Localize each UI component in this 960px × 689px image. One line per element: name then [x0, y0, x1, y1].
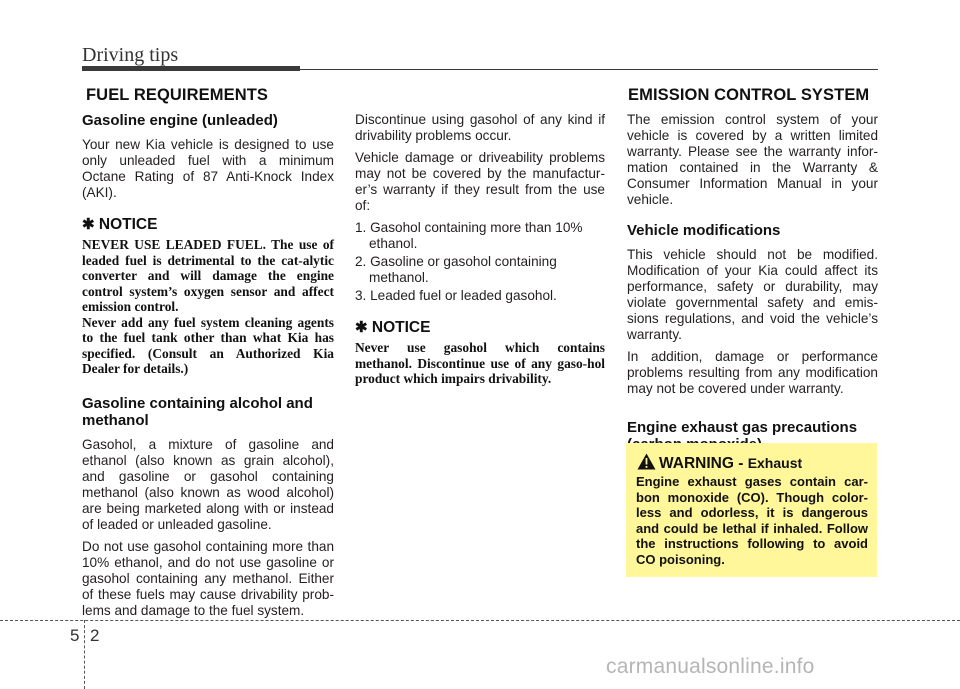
notice-label: NOTICE [371, 319, 431, 336]
page-number: 2 [90, 626, 100, 645]
paragraph-discontinue: Discontinue using gasohol of any kind if drivability problems occur. [355, 112, 605, 143]
watermark: carmanualsonline.info [606, 655, 815, 678]
heading-unleaded: Gasoline engine (unleaded) [82, 112, 278, 129]
header-rule [300, 69, 878, 70]
paragraph-emission-intro: The emission control system of your vehicle is covered by a written limited warranty. Please see the warranty infor-mation contained in the Warranty & Consumer Information Manual in your vehicle. [627, 112, 878, 207]
notice-body: Never use gasohol which contains methanol. Discontinue use of any gaso-hol product which impairs drivability. [355, 340, 605, 386]
warning-label: WARNING - [659, 455, 748, 472]
heading-alcohol: Gasoline containing alcohol and methanol [82, 394, 313, 429]
notice-body [82, 237, 334, 377]
warning-title [659, 455, 802, 473]
notice-text-1: NEVER USE LEADED FUEL. The use of leaded fuel is detrimental to the cat-alytic converter and will damage the engine control system’s oxygen sensor and affect emission control. [82, 237, 334, 314]
emission-control-title: EMISSION CONTROL SYSTEM [628, 86, 870, 104]
star-icon: ✱ [82, 216, 95, 233]
notice-heading [355, 320, 605, 336]
heading-exhaust-precautions: Engine exhaust gas precautions [627, 419, 858, 436]
fuel-requirements-title: FUEL REQUIREMENTS [86, 86, 268, 104]
notice-text-2: Never add any fuel system cleaning agents to the fuel tank other than what Kia has specified. (Consult an Authorized Kia Dealer for details.) [82, 314, 334, 376]
column-2 [355, 112, 605, 405]
star-icon: ✱ [355, 319, 368, 336]
chapter-number: 5 [70, 626, 80, 645]
list-item: 1. Gasohol containing more than 10% ethanol. [355, 220, 583, 251]
footer-rule [0, 620, 960, 621]
column-1 [82, 112, 334, 625]
paragraph-damage: Vehicle damage or driveability problems may not be covered by the manufactur-er’s warranty if they result from the use of: [355, 150, 605, 213]
notice-label: NOTICE [98, 216, 158, 233]
paragraph-unleaded: Your new Kia vehicle is designed to use only unleaded fuel with a minimum Octane Rating of 87 Anti-Knock Index (AKI). [82, 137, 334, 200]
warning-subtitle: Exhaust [747, 455, 803, 471]
header-bar [82, 66, 300, 71]
heading-vehicle-modifications: Vehicle modifications [627, 222, 781, 239]
column-3 [627, 112, 878, 461]
page-header-title: Driving tips [82, 44, 179, 66]
list-item: 3. Leaded fuel or leaded gasohol. [355, 288, 557, 303]
warning-triangle-icon [637, 453, 656, 470]
paragraph-mods-2: In addition, damage or performance problems resulting from any modification may not be covered under warranty. [627, 349, 878, 396]
paragraph-alcohol-2: Do not use gasohol containing more than 10% ethanol, and do not use gasoline or gasohol containing any methanol. Either of these fuels may cause drivability prob-lems and damage to the fuel system. [82, 538, 334, 618]
paragraph-alcohol-1: Gasohol, a mixture of gasoline and ethanol (also known as grain alcohol), and gasoline or gasohol containing methanol (also known as wood alcohol) are being marketed along with or instead of leaded or unleaded gasoline. [82, 436, 334, 532]
paragraph-mods-1: This vehicle should not be modified. Modification of your Kia could affect its performance, safety or durability, may violate governmental safety and emis-sions regulations, and void the vehicle’s warranty. [627, 247, 878, 342]
footer-divider [84, 620, 85, 689]
warning-text: Engine exhaust gases contain car-bon monoxide (CO). Though color-less and odorless, it is dangerous and could be lethal if inhaled. Follow the instructions following to avoid CO poisoning. [636, 474, 868, 567]
fuel-list [355, 220, 605, 304]
list-item: 2. Gasoline or gasohol containing methanol. [355, 254, 557, 285]
notice-heading [82, 217, 334, 233]
